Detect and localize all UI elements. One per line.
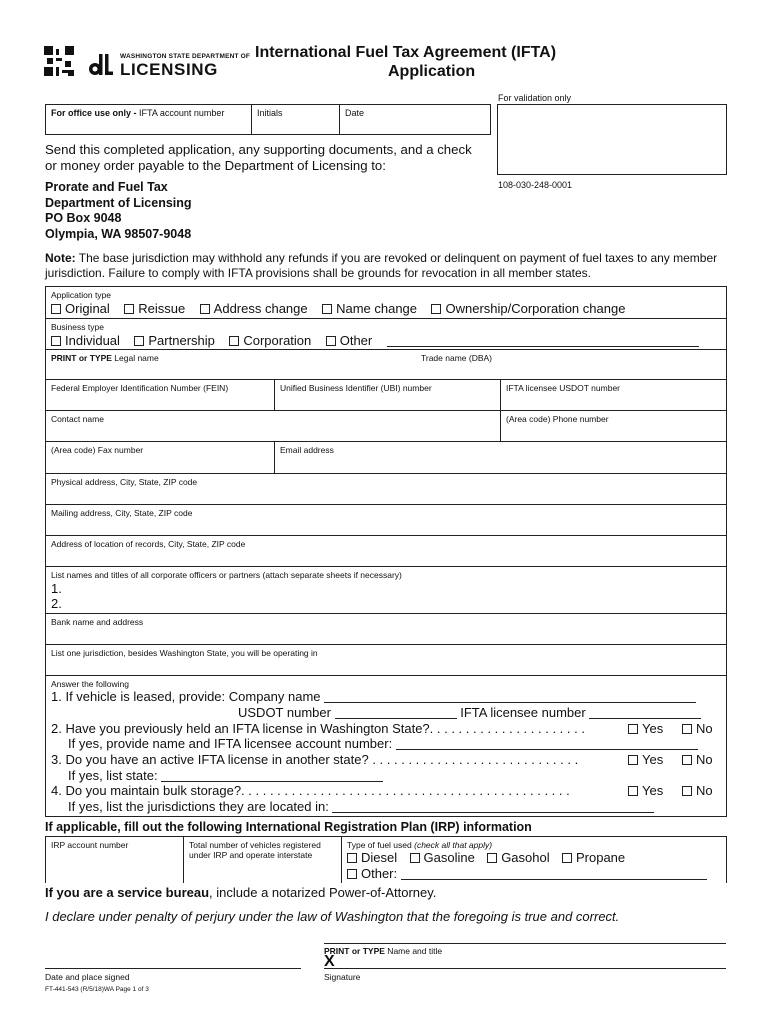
question-2: 2. Have you previously held an IFTA license in Washington State?. . . . . . . . . . . . . . . . . . . . . . [51, 721, 585, 736]
legal-name-field[interactable]: PRINT or TYPE Legal name [51, 353, 159, 363]
business-type-label: Business type [51, 322, 104, 332]
q2-no[interactable]: No [682, 721, 713, 736]
officers-label: List names and titles of all corporate officers or partners (attach separate sheets if necessary) [51, 570, 402, 580]
fuel-type-field: Type of fuel used (check all that apply) Diesel Gasoline Gasohol Propane Other: [341, 837, 728, 883]
office-account-field: For office use only - IFTA account number [46, 105, 252, 134]
physical-address-field[interactable]: Physical address, City, State, ZIP code [51, 477, 198, 487]
fuel-gasohol[interactable]: Gasohol [487, 850, 549, 865]
service-bureau-note: If you are a service bureau, include a notarized Power-of-Attorney. [45, 885, 437, 900]
question-1-ids: USDOT number IFTA licensee number [238, 705, 701, 720]
agency-name-small: WASHINGTON STATE DEPARTMENT OF [120, 53, 251, 60]
option-partnership[interactable]: Partnership [134, 333, 214, 348]
form-title: International Fuel Tax Agreement (IFTA) [255, 44, 557, 61]
irp-account-field[interactable]: IRP account number [51, 840, 129, 850]
signature-x-mark: X [324, 953, 335, 970]
option-address-change[interactable]: Address change [200, 301, 308, 316]
application-form [45, 286, 727, 817]
question-2-sub: If yes, provide name and IFTA licensee account number: [68, 736, 698, 751]
agency-name-big: LICENSING [120, 60, 218, 79]
q1-usdot-input[interactable] [335, 718, 457, 719]
question-1: 1. If vehicle is leased, provide: Company name [51, 689, 696, 704]
ubi-field[interactable]: Unified Business Identifier (UBI) number [274, 380, 500, 410]
question-3: 3. Do you have an active IFTA license in another state? . . . . . . . . . . . . . . . . . . . . . . . . . . . . . [51, 752, 579, 767]
option-corporation[interactable]: Corporation [229, 333, 311, 348]
form-id: FT-441-543 (R/5/18)WA Page 1 of 3 [45, 986, 149, 993]
officers-row [46, 567, 726, 614]
officer-1-field[interactable]: 1. [51, 581, 62, 596]
question-4-sub: If yes, list the jurisdictions they are located in: [68, 799, 654, 814]
licensing-logo-icon [88, 50, 114, 76]
signature-label: Signature [324, 972, 361, 982]
trade-name-field[interactable]: Trade name (DBA) [421, 353, 493, 363]
mailing-address-block: Prorate and Fuel Tax Department of Licensing PO Box 9048 Olympia, WA 98507-9048 [45, 180, 192, 241]
email-field[interactable]: Email address [274, 442, 728, 473]
option-individual[interactable]: Individual [51, 333, 120, 348]
q2-sub-input[interactable] [396, 749, 698, 750]
records-address-row [46, 536, 726, 567]
option-reissue[interactable]: Reissue [124, 301, 185, 316]
q2-yes[interactable]: Yes [628, 721, 663, 736]
option-other[interactable]: Other [326, 333, 373, 348]
declaration-text: I declare under penalty of perjury under the law of Washington that the foregoing is true and correct. [45, 909, 620, 924]
application-type-row [46, 287, 726, 319]
contact-row [46, 411, 726, 442]
print-name-label: PRINT or TYPE Name and title [324, 946, 443, 956]
q1-ifta-input[interactable] [589, 718, 701, 719]
jurisdiction-field[interactable]: List one jurisdiction, besides Washington State, you will be operating in [51, 648, 318, 658]
bank-field[interactable]: Bank name and address [51, 617, 144, 627]
date-place-label: Date and place signed [45, 972, 130, 982]
note-text: Note: The base jurisdiction may withhold any refunds if you are revoked or delinquent on payment of fuel taxes to any member jurisdiction. Failure to comply with IFTA provisions shall be grounds for revocation in all member states. [45, 251, 718, 280]
office-initials-field: Initials [252, 105, 340, 134]
business-type-row [46, 319, 726, 349]
barcode-icon [44, 46, 74, 76]
date-place-line[interactable] [45, 968, 301, 969]
q3-sub-input[interactable] [161, 781, 383, 782]
validation-label: For validation only [498, 93, 572, 103]
contact-name-field[interactable]: Contact name [51, 414, 104, 424]
company-name-input[interactable] [324, 702, 696, 703]
q4-yes[interactable]: Yes [628, 783, 663, 798]
jurisdiction-row [46, 645, 726, 676]
print-name-line[interactable] [324, 943, 726, 944]
validation-code: 108-030-248-0001 [498, 180, 573, 190]
fax-email-row [46, 442, 726, 474]
office-use-box [45, 104, 491, 135]
option-ownership-change[interactable]: Ownership/Corporation change [431, 301, 625, 316]
officer-2-field[interactable]: 2. [51, 596, 62, 611]
mailing-address-field[interactable]: Mailing address, City, State, ZIP code [51, 508, 193, 518]
legal-name-row [46, 349, 726, 380]
fuel-propane[interactable]: Propane [562, 850, 625, 865]
option-name-change[interactable]: Name change [322, 301, 417, 316]
office-date-field: Date [345, 108, 365, 118]
records-address-field[interactable]: Address of location of records, City, State, ZIP code [51, 539, 246, 549]
form-subtitle: Application [388, 63, 476, 80]
mailing-address-row [46, 505, 726, 536]
q4-sub-input[interactable] [332, 812, 654, 813]
signature-line[interactable] [324, 968, 726, 969]
validation-box [497, 104, 727, 175]
send-instructions: Send this completed application, any supporting documents, and a check or money order payable to the Department of Licensing to: [45, 142, 472, 173]
fuel-other[interactable]: Other: [347, 866, 707, 881]
questions-section [46, 676, 726, 818]
q3-yes[interactable]: Yes [628, 752, 663, 767]
physical-address-row [46, 474, 726, 505]
question-3-sub: If yes, list state: [68, 768, 383, 783]
answer-label: Answer the following [51, 679, 129, 689]
fuel-gasoline[interactable]: Gasoline [410, 850, 475, 865]
application-type-label: Application type [51, 290, 112, 300]
fein-field[interactable]: Federal Employer Identification Number (FEIN) [51, 383, 229, 393]
other-business-input[interactable] [387, 346, 699, 347]
option-original[interactable]: Original [51, 301, 110, 316]
id-numbers-row [46, 380, 726, 411]
q3-no[interactable]: No [682, 752, 713, 767]
fuel-other-input[interactable] [401, 879, 707, 880]
fax-field[interactable]: (Area code) Fax number [51, 445, 144, 455]
fuel-diesel[interactable]: Diesel [347, 850, 397, 865]
irp-section [45, 836, 727, 883]
q4-no[interactable]: No [682, 783, 713, 798]
irp-vehicles-field[interactable]: Total number of vehicles registered under IRP and operate interstate [183, 837, 341, 883]
phone-field[interactable]: (Area code) Phone number [500, 411, 728, 441]
question-4: 4. Do you maintain bulk storage?. . . . . . . . . . . . . . . . . . . . . . . . . . . . . . . . . . . . . . . . . . . . . . [51, 783, 570, 798]
usdot-field[interactable]: IFTA licensee USDOT number [500, 380, 728, 410]
irp-title: If applicable, fill out the following International Registration Plan (IRP) information [45, 820, 532, 834]
bank-row [46, 614, 726, 645]
